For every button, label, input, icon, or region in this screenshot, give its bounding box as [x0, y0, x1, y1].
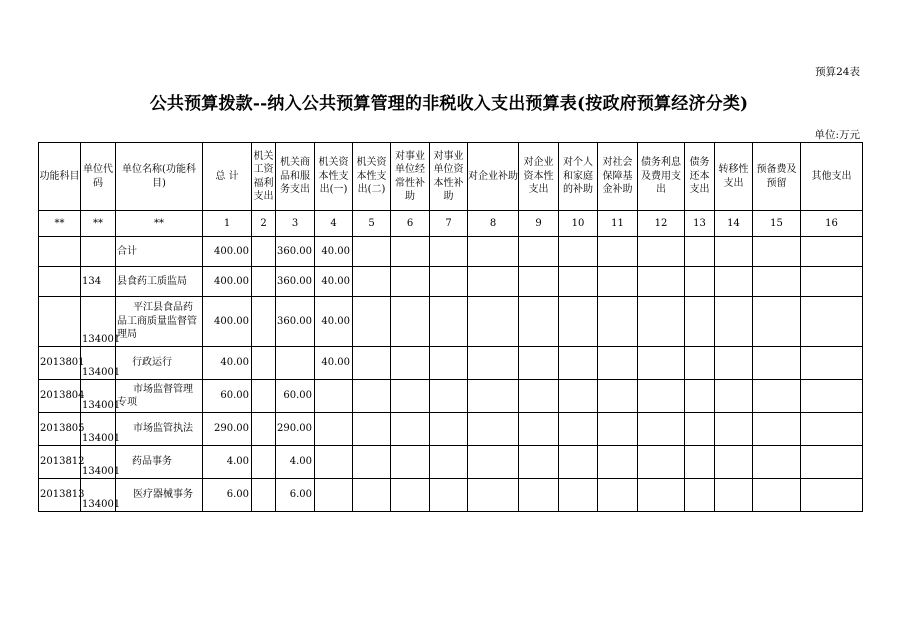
- table-row: [39, 380, 863, 413]
- column-number: 8: [468, 211, 519, 237]
- unit-name-cell: 市场监管执法: [116, 413, 203, 446]
- column-number: 16: [801, 211, 863, 237]
- table-row: [39, 267, 863, 297]
- header-cell: 其他支出: [801, 143, 863, 211]
- total-cell: 290.00: [203, 413, 252, 446]
- unit-code-cell: 134001: [81, 380, 116, 413]
- header-cell: 对个人和家庭的补助: [559, 143, 598, 211]
- unit-name-cell: 药品事务: [116, 446, 203, 479]
- header-cell: 对社会保障基金补助: [598, 143, 638, 211]
- goods-services-cell: 4.00: [276, 446, 315, 479]
- budget-table: [38, 142, 863, 512]
- header-cell: 预备费及预留: [753, 143, 801, 211]
- capital-one-cell: [315, 380, 353, 413]
- total-cell: 400.00: [203, 297, 252, 347]
- column-number: 6: [391, 211, 430, 237]
- column-number: 15: [753, 211, 801, 237]
- table-row: [39, 413, 863, 446]
- column-number-row: [39, 211, 863, 237]
- goods-services-cell: 6.00: [276, 479, 315, 512]
- table-row: [39, 297, 863, 347]
- column-number: 7: [430, 211, 468, 237]
- column-number: 1: [203, 211, 252, 237]
- unit-code-cell: 134001: [81, 479, 116, 512]
- unit-name-cell: 行政运行: [116, 347, 203, 380]
- function-code-cell: 2013812: [39, 446, 81, 479]
- total-cell: 60.00: [203, 380, 252, 413]
- goods-services-cell: [276, 347, 315, 380]
- column-number: 14: [715, 211, 753, 237]
- page-title: 公共预算拨款--纳入公共预算管理的非税收入支出预算表(按政府预算经济分类): [149, 94, 749, 114]
- table-row: [39, 237, 863, 267]
- goods-services-cell: 360.00: [276, 297, 315, 347]
- column-number: 5: [353, 211, 391, 237]
- header-cell: 机关商品和服务支出: [276, 143, 315, 211]
- unit-code-cell: 134: [81, 267, 116, 297]
- unit-code-cell: 134001: [81, 413, 116, 446]
- column-number: **: [81, 211, 116, 237]
- column-number: 13: [685, 211, 715, 237]
- column-number: 4: [315, 211, 353, 237]
- header-cell: 债务利息及费用支出: [638, 143, 685, 211]
- unit-name-cell: 市场监督管理专项: [116, 380, 203, 413]
- header-cell: 对企业资本性支出: [519, 143, 559, 211]
- header-cell: 机关资本性支出(一): [315, 143, 353, 211]
- header-row: [39, 143, 863, 211]
- unit-name-cell: 医疗器械事务: [116, 479, 203, 512]
- total-cell: 400.00: [203, 267, 252, 297]
- unit-name-cell: 合计: [116, 237, 203, 267]
- header-cell: 单位代码: [81, 143, 116, 211]
- function-code-cell: [39, 237, 81, 267]
- total-cell: 4.00: [203, 446, 252, 479]
- header-cell: 对企业补助: [468, 143, 519, 211]
- function-code-cell: [39, 267, 81, 297]
- header-cell: 对事业单位经常性补助: [391, 143, 430, 211]
- header-cell: 总 计: [203, 143, 252, 211]
- unit-code-cell: [81, 237, 116, 267]
- header-cell: 功能科目: [39, 143, 81, 211]
- column-number: 11: [598, 211, 638, 237]
- table-number-label: 预算24表: [815, 66, 860, 78]
- unit-name-cell: 平江县食品药品工商质量监督管理局: [116, 297, 203, 347]
- total-cell: 40.00: [203, 347, 252, 380]
- unit-label: 单位:万元: [814, 129, 860, 141]
- table-row: [39, 446, 863, 479]
- total-cell: 6.00: [203, 479, 252, 512]
- goods-services-cell: 60.00: [276, 380, 315, 413]
- column-number: **: [39, 211, 81, 237]
- capital-one-cell: [315, 446, 353, 479]
- function-code-cell: 2013805: [39, 413, 81, 446]
- column-number: **: [116, 211, 203, 237]
- column-number: 3: [276, 211, 315, 237]
- header-cell: 债务还本支出: [685, 143, 715, 211]
- capital-one-cell: 40.00: [315, 347, 353, 380]
- column-number: 2: [252, 211, 276, 237]
- header-cell: 机关资本性支出(二): [353, 143, 391, 211]
- column-number: 12: [638, 211, 685, 237]
- goods-services-cell: 290.00: [276, 413, 315, 446]
- unit-code-cell: 134001: [81, 347, 116, 380]
- header-cell: 单位名称(功能科目): [116, 143, 203, 211]
- function-code-cell: 2013801: [39, 347, 81, 380]
- capital-one-cell: 40.00: [315, 267, 353, 297]
- table-row: [39, 347, 863, 380]
- column-number: 10: [559, 211, 598, 237]
- function-code-cell: [39, 297, 81, 347]
- header-cell: 转移性支出: [715, 143, 753, 211]
- goods-services-cell: 360.00: [276, 237, 315, 267]
- unit-code-cell: 134001: [81, 446, 116, 479]
- function-code-cell: 2013813: [39, 479, 81, 512]
- function-code-cell: 2013804: [39, 380, 81, 413]
- table-row: [39, 479, 863, 512]
- capital-one-cell: [315, 413, 353, 446]
- unit-name-cell: 县食药工质监局: [116, 267, 203, 297]
- header-cell: 对事业单位资本性补助: [430, 143, 468, 211]
- column-number: 9: [519, 211, 559, 237]
- total-cell: 400.00: [203, 237, 252, 267]
- capital-one-cell: 40.00: [315, 297, 353, 347]
- capital-one-cell: 40.00: [315, 237, 353, 267]
- unit-code-cell: 134001: [81, 297, 116, 347]
- capital-one-cell: [315, 479, 353, 512]
- goods-services-cell: 360.00: [276, 267, 315, 297]
- header-cell: 机关工资福利支出: [252, 143, 276, 211]
